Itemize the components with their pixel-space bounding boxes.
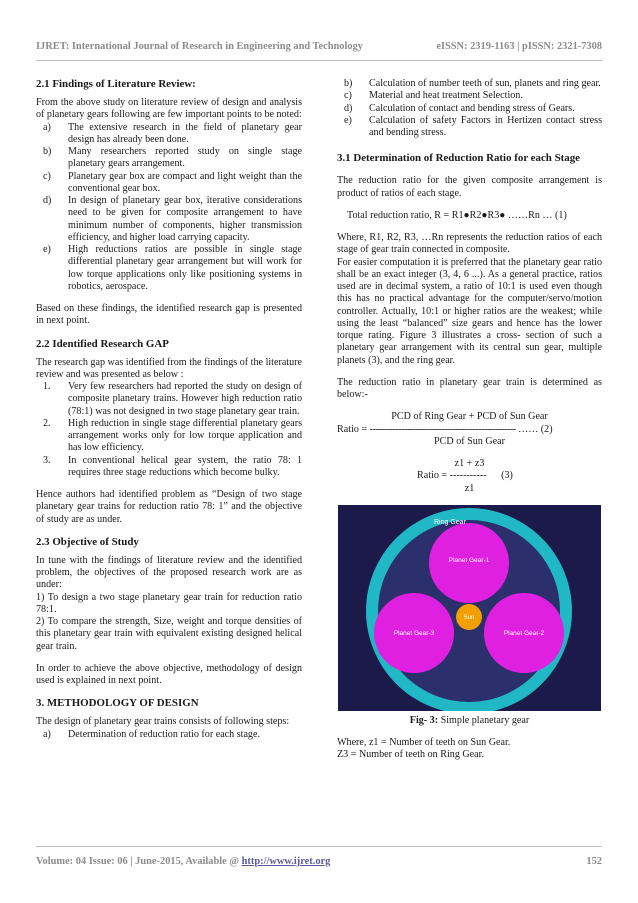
equation-3-denominator: z1 bbox=[464, 482, 475, 494]
equation-3-fraction-bar: ----------- bbox=[449, 470, 487, 482]
section-2-3-heading: 2.3 Objective of Study bbox=[36, 535, 139, 548]
page-footer bbox=[36, 856, 602, 870]
equation-3-line bbox=[337, 470, 602, 482]
list-marker: b) bbox=[43, 146, 52, 157]
list-item-text: Calculation of contact and bending stress of Gears. bbox=[369, 102, 575, 114]
list-item-text: Calculation of number teeth of sun, planets and ring gear. bbox=[369, 78, 601, 89]
planetary-gear-diagram bbox=[338, 505, 601, 711]
list-marker: a) bbox=[43, 728, 51, 740]
equation-2-line bbox=[337, 424, 602, 436]
planet-gear-1-label: Planet Gear-1 bbox=[448, 556, 490, 564]
section-2-2-heading: 2.2 Identified Research GAP bbox=[36, 337, 169, 350]
list-item bbox=[36, 418, 302, 455]
equation-2-numerator: PCD of Ring Gear + PCD of Sun Gear bbox=[391, 411, 548, 423]
list-item-text: In conventional helical gear system, the ratio 78: 1 requires three stage reductions which become bulky. bbox=[68, 454, 302, 478]
list-marker: 2. bbox=[43, 417, 51, 429]
list-item bbox=[36, 122, 302, 147]
sun-gear-label: Sun bbox=[463, 614, 475, 621]
where-z1: Where, z1 = Number of teeth on Sun Gear. bbox=[337, 737, 511, 748]
list-marker: 3. bbox=[43, 454, 51, 466]
list-item bbox=[36, 195, 302, 244]
ring-gear-label: Ring Gear bbox=[434, 518, 466, 526]
list-item bbox=[337, 103, 602, 115]
list-item bbox=[36, 455, 302, 480]
list-item-text: High reduction in single stage differential planetary gears arrangement works only for low torque application and has low efficiency. bbox=[68, 417, 302, 454]
equation-3-lhs: Ratio = bbox=[417, 470, 448, 482]
footer-volume bbox=[36, 856, 330, 867]
equation-1: Total reduction ratio, R = R1●R2●R3● ……Rn … (1) bbox=[347, 209, 567, 221]
header-rule bbox=[36, 60, 602, 61]
planetary-gear-figure bbox=[338, 505, 601, 711]
list-item-text: Material and heat treatment Selection. bbox=[369, 90, 523, 102]
list-item-text: Determination of reduction ratio for each stage. bbox=[68, 728, 260, 740]
list-marker: d) bbox=[344, 102, 353, 114]
page-header bbox=[36, 41, 602, 55]
planet-gear-3-label: Planet Gear-3 bbox=[393, 629, 435, 637]
equation-2-denominator: PCD of Sun Gear bbox=[434, 435, 505, 447]
section-3-intro: The design of planetary gear trains consists of following steps: bbox=[36, 716, 290, 728]
findings-list bbox=[36, 122, 302, 294]
list-marker: d) bbox=[43, 195, 52, 206]
methodology-list-continued bbox=[337, 78, 602, 139]
list-marker: e) bbox=[344, 114, 352, 126]
section-2-3-intro: In tune with the findings of literature review and the identified problem, the objectives of the proposed research work are as under: bbox=[36, 554, 302, 591]
list-marker: a) bbox=[43, 121, 51, 133]
objective-2: 2) To compare the strength, Size, weight and torque densities of this planetary gear train with equivalent existing designed helical gear train. bbox=[36, 616, 302, 652]
section-2-1-conclusion: Based on these findings, the identified research gap is presented in next point. bbox=[36, 303, 302, 327]
list-item bbox=[36, 244, 302, 293]
methodology-list bbox=[36, 729, 302, 741]
list-marker: c) bbox=[344, 90, 352, 102]
section-2-1-heading: 2.1 Findings of Literature Review: bbox=[36, 78, 196, 90]
list-item bbox=[337, 78, 602, 90]
where-reduction-ratios: Where, R1, R2, R3, …Rn represents the reduction ratios of each stage of gear train connected in composite. bbox=[337, 232, 602, 256]
section-3-heading: 3. METHODOLOGY OF DESIGN bbox=[36, 697, 199, 710]
list-item bbox=[36, 146, 302, 171]
list-item-text: Very few researchers had reported the study on design of composite planetary trains. However high reduction ratio (78:1) was not designed in two stage planetary gear train. bbox=[68, 381, 302, 417]
list-item-text: Many researchers reported study on single stage planetary gears arrangement. bbox=[68, 146, 302, 170]
list-item bbox=[36, 171, 302, 196]
issn-info: eISSN: 2319-1163 | pISSN: 2321-7308 bbox=[436, 41, 602, 52]
objective-1: 1) To design a two stage planetary gear train for reduction ratio 78:1. bbox=[36, 591, 302, 615]
footer-rule bbox=[36, 846, 602, 847]
list-item-text: In design of planetary gear box, iterative considerations need to be given for composite arrangement to have minimum number of components, higher transmission efficiency, and higher load carrying capacity. bbox=[68, 195, 302, 243]
list-item bbox=[337, 90, 602, 102]
reduction-ratio-intro: The reduction ratio in planetary gear train is determined as below:- bbox=[337, 376, 602, 400]
left-column bbox=[36, 78, 302, 741]
figure-caption-label: Fig- 3: bbox=[409, 714, 439, 726]
list-item-text: High reductions ratios are possible in single stage differential planetary gear arrangement but will work for low torque applications only like positioning systems in robotics, aerospace. bbox=[68, 244, 302, 292]
list-item-text: Calculation of safety Factors in Hertizen contact stress and bending stress. bbox=[369, 114, 602, 138]
planet-gear-2-label: Planet Gear-2 bbox=[503, 629, 545, 637]
volume-text: Volume: 04 Issue: 06 | June-2015, Available @ bbox=[36, 856, 242, 867]
list-marker: 1. bbox=[43, 381, 51, 392]
list-marker: e) bbox=[43, 244, 51, 255]
list-item bbox=[337, 115, 602, 140]
section-3-1-heading: 3.1 Determination of Reduction Ratio for each Stage bbox=[337, 152, 580, 165]
right-column bbox=[337, 78, 602, 762]
integer-ratio-paragraph: For easier computation it is preferred that the planetary gear ratio shall be an exact integer (3, 4, 6 ...). As a general practice, ratios used are in decimal system, a ratio of 10:1 is used even though this has no practical advantage for the computer/servo/motion controller. Actually, 10:1 or higher ratios are the weakest; while using the least “balanced” size gears and hence has the lower torque rating. Figure 3 illustrates a cross- section of such a planetary gear arrangement with its central sun gear, multiple planets (3), and the ring gear. bbox=[337, 256, 602, 366]
section-2-2-conclusion: Hence authors had identified problem as “Design of two stage planetary gear trains for reduction ratio 78: 1” and the objective of study are as under. bbox=[36, 489, 302, 525]
research-gap-list bbox=[36, 381, 302, 479]
list-item-text: The extensive research in the field of planetary gear design has already been done. bbox=[68, 121, 302, 145]
figure-caption-text: Simple planetary gear bbox=[440, 714, 530, 726]
section-2-1-intro: From the above study on literature review of design and analysis of planetary gears following are few important points to be noted: bbox=[36, 97, 302, 121]
list-item bbox=[36, 729, 302, 741]
page-number: 152 bbox=[586, 856, 602, 867]
list-marker: c) bbox=[43, 170, 51, 182]
list-item-text: Planetary gear box are compact and light weight than the conventional gear box. bbox=[68, 170, 302, 194]
section-3-1-intro: The reduction ratio for the given composite arrangement is product of ratios of each stage. bbox=[337, 175, 602, 199]
equation-2-number: …… (2) bbox=[518, 423, 553, 435]
equation-2-fraction-bar: --------------------------------------------------- bbox=[369, 423, 516, 435]
equation-2-lhs: Ratio = bbox=[337, 423, 368, 435]
list-marker: b) bbox=[344, 78, 353, 89]
z3-definition: Z3 = Number of teeth on Ring Gear. bbox=[337, 749, 484, 761]
figure-caption bbox=[337, 715, 602, 727]
list-item bbox=[36, 381, 302, 418]
equation-3-numerator: z1 + z3 bbox=[454, 458, 485, 469]
section-2-2-intro: The research gap was identified from the findings of the literature review and was presented as below : bbox=[36, 356, 302, 380]
equation-3-number: (3) bbox=[501, 470, 513, 482]
journal-title: IJRET: International Journal of Research in Engineering and Technology bbox=[36, 41, 363, 52]
journal-link[interactable]: http://www.ijret.org bbox=[241, 856, 331, 867]
section-2-3-conclusion: In order to achieve the above objective, methodology of design used is explained in next point. bbox=[36, 662, 302, 686]
